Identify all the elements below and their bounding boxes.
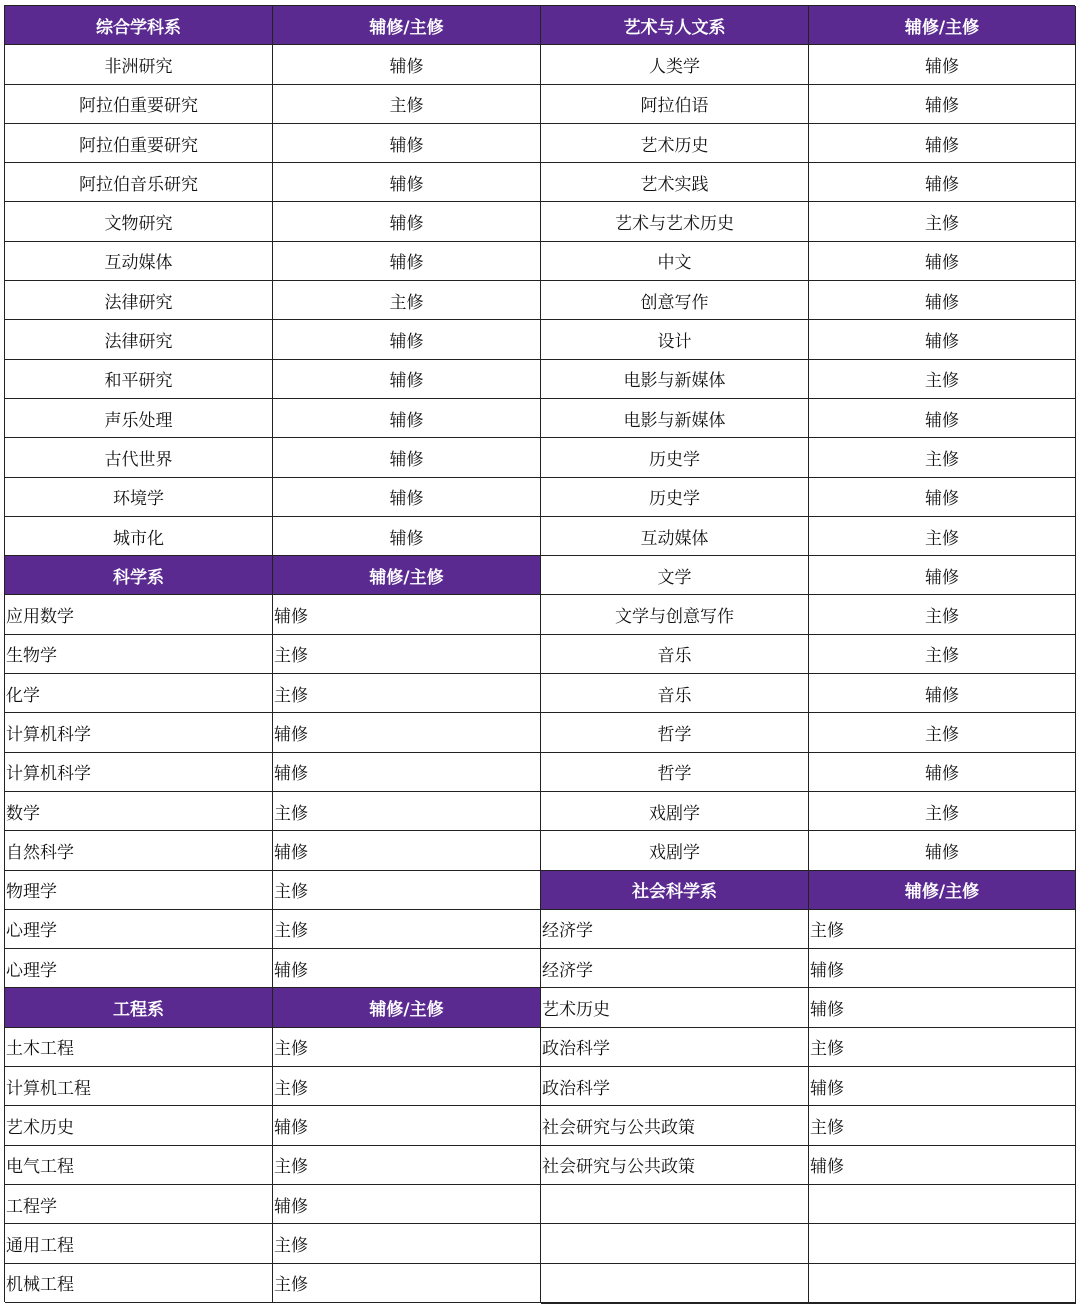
arts-subject-cell: 哲学	[541, 713, 809, 752]
science-subject-cell: 自然科学	[5, 831, 273, 870]
science-subject-cell: 物理学	[5, 871, 273, 910]
general-type-cell: 辅修	[273, 517, 541, 556]
arts-type-cell: 辅修	[809, 831, 1076, 870]
general-type-cell: 主修	[273, 85, 541, 124]
engineering-type-cell: 辅修	[273, 1185, 541, 1224]
science-subject-cell: 生物学	[5, 635, 273, 674]
general-type-cell: 辅修	[273, 242, 541, 281]
arts-subject-cell: 音乐	[541, 635, 809, 674]
arts-subject-cell: 中文	[541, 242, 809, 281]
engineering-type-cell: 主修	[273, 1146, 541, 1185]
engineering-subject-cell: 机械工程	[5, 1264, 273, 1303]
arts-subject-cell: 历史学	[541, 478, 809, 517]
engineering-type-cell: 主修	[273, 1028, 541, 1067]
arts-type-cell: 辅修	[809, 478, 1076, 517]
general-subject-cell: 阿拉伯重要研究	[5, 85, 273, 124]
arts-type-cell: 辅修	[809, 45, 1076, 84]
social-subject-cell	[541, 1185, 809, 1224]
arts-type-cell: 辅修	[809, 124, 1076, 163]
social-type-cell: 辅修	[809, 1067, 1076, 1106]
engineering-subject-cell: 土木工程	[5, 1028, 273, 1067]
social-header-department: 社会科学系	[541, 871, 809, 910]
social-type-cell	[809, 1264, 1076, 1303]
arts-type-cell: 辅修	[809, 281, 1076, 320]
general-subject-cell: 非洲研究	[5, 45, 273, 84]
arts-type-cell: 主修	[809, 517, 1076, 556]
general-type-cell: 辅修	[273, 478, 541, 517]
arts-subject-cell: 人类学	[541, 45, 809, 84]
arts-subject-cell: 音乐	[541, 674, 809, 713]
arts-subject-cell: 艺术历史	[541, 124, 809, 163]
science-subject-cell: 应用数学	[5, 595, 273, 634]
science-header-type: 辅修/主修	[273, 556, 541, 595]
general-type-cell: 辅修	[273, 163, 541, 202]
science-type-cell: 主修	[273, 871, 541, 910]
social-type-cell: 辅修	[809, 988, 1076, 1027]
general-subject-cell: 和平研究	[5, 360, 273, 399]
general-subject-cell: 阿拉伯重要研究	[5, 124, 273, 163]
social-subject-cell	[541, 1303, 809, 1304]
arts-subject-cell: 文学与创意写作	[541, 595, 809, 634]
general-type-cell: 辅修	[273, 124, 541, 163]
general-subject-cell: 文物研究	[5, 202, 273, 241]
science-type-cell: 主修	[273, 792, 541, 831]
social-subject-cell	[541, 1224, 809, 1263]
arts-header-department: 艺术与人文系	[541, 6, 809, 45]
engineering-header-type: 辅修/主修	[273, 988, 541, 1027]
engineering-subject-cell: 电气工程	[5, 1146, 273, 1185]
arts-type-cell: 辅修	[809, 753, 1076, 792]
arts-type-cell: 主修	[809, 360, 1076, 399]
general-subject-cell: 古代世界	[5, 438, 273, 477]
general-subject-cell: 环境学	[5, 478, 273, 517]
social-subject-cell: 社会研究与公共政策	[541, 1106, 809, 1145]
science-type-cell: 主修	[273, 674, 541, 713]
engineering-subject-cell: 艺术历史	[5, 1106, 273, 1145]
social-header-type: 辅修/主修	[809, 871, 1076, 910]
social-subject-cell: 经济学	[541, 949, 809, 988]
arts-subject-cell: 戏剧学	[541, 831, 809, 870]
general-subject-cell: 阿拉伯音乐研究	[5, 163, 273, 202]
general-type-cell: 辅修	[273, 438, 541, 477]
science-type-cell: 辅修	[273, 949, 541, 988]
general-type-cell: 辅修	[273, 202, 541, 241]
general-subject-cell: 法律研究	[5, 281, 273, 320]
general-subject-cell: 互动媒体	[5, 242, 273, 281]
general-subject-cell: 声乐处理	[5, 399, 273, 438]
science-subject-cell: 心理学	[5, 949, 273, 988]
general-header-type: 辅修/主修	[273, 6, 541, 45]
social-type-cell: 辅修	[809, 1146, 1076, 1185]
social-type-cell: 主修	[809, 1106, 1076, 1145]
science-header-department: 科学系	[5, 556, 273, 595]
arts-subject-cell: 电影与新媒体	[541, 399, 809, 438]
science-type-cell: 主修	[273, 910, 541, 949]
arts-type-cell: 辅修	[809, 399, 1076, 438]
arts-subject-cell: 哲学	[541, 753, 809, 792]
arts-type-cell: 主修	[809, 202, 1076, 241]
arts-subject-cell: 艺术实践	[541, 163, 809, 202]
general-subject-cell: 城市化	[5, 517, 273, 556]
arts-header-type: 辅修/主修	[809, 6, 1076, 45]
science-type-cell: 主修	[273, 635, 541, 674]
arts-subject-cell: 设计	[541, 320, 809, 359]
arts-subject-cell: 创意写作	[541, 281, 809, 320]
social-subject-cell: 政治科学	[541, 1067, 809, 1106]
science-subject-cell: 计算机科学	[5, 713, 273, 752]
social-type-cell	[809, 1224, 1076, 1263]
social-type-cell: 主修	[809, 1028, 1076, 1067]
arts-type-cell: 辅修	[809, 674, 1076, 713]
arts-subject-cell: 艺术与艺术历史	[541, 202, 809, 241]
engineering-type-cell: 主修	[273, 1264, 541, 1303]
science-type-cell: 辅修	[273, 713, 541, 752]
arts-subject-cell: 电影与新媒体	[541, 360, 809, 399]
engineering-type-cell: 辅修	[273, 1106, 541, 1145]
general-type-cell: 主修	[273, 281, 541, 320]
arts-subject-cell: 历史学	[541, 438, 809, 477]
science-subject-cell: 计算机科学	[5, 753, 273, 792]
science-type-cell: 辅修	[273, 831, 541, 870]
engineering-subject-cell: 工程学	[5, 1185, 273, 1224]
social-type-cell: 辅修	[809, 949, 1076, 988]
arts-type-cell: 辅修	[809, 85, 1076, 124]
engineering-header-department: 工程系	[5, 988, 273, 1027]
science-type-cell: 辅修	[273, 753, 541, 792]
arts-subject-cell: 互动媒体	[541, 517, 809, 556]
arts-type-cell: 辅修	[809, 242, 1076, 281]
social-subject-cell: 艺术历史	[541, 988, 809, 1027]
arts-type-cell: 辅修	[809, 556, 1076, 595]
engineering-subject-cell: 计算机工程	[5, 1067, 273, 1106]
general-type-cell: 辅修	[273, 45, 541, 84]
science-subject-cell: 数学	[5, 792, 273, 831]
science-subject-cell: 心理学	[5, 910, 273, 949]
arts-subject-cell: 戏剧学	[541, 792, 809, 831]
engineering-type-cell: 主修	[273, 1067, 541, 1106]
arts-type-cell: 主修	[809, 713, 1076, 752]
social-type-cell	[809, 1185, 1076, 1224]
general-header-department: 综合学科系	[5, 6, 273, 45]
arts-type-cell: 主修	[809, 792, 1076, 831]
social-type-cell: 主修	[809, 910, 1076, 949]
social-subject-cell	[541, 1264, 809, 1303]
engineering-type-cell: 主修	[273, 1224, 541, 1263]
social-type-cell	[809, 1303, 1076, 1304]
general-type-cell: 辅修	[273, 320, 541, 359]
social-subject-cell: 社会研究与公共政策	[541, 1146, 809, 1185]
general-subject-cell: 法律研究	[5, 320, 273, 359]
arts-type-cell: 主修	[809, 595, 1076, 634]
social-subject-cell: 政治科学	[541, 1028, 809, 1067]
science-subject-cell: 化学	[5, 674, 273, 713]
general-type-cell: 辅修	[273, 360, 541, 399]
engineering-subject-cell: 通用工程	[5, 1224, 273, 1263]
social-subject-cell: 经济学	[541, 910, 809, 949]
majors-minors-table	[4, 5, 1075, 1302]
arts-type-cell: 主修	[809, 635, 1076, 674]
arts-subject-cell: 文学	[541, 556, 809, 595]
general-type-cell: 辅修	[273, 399, 541, 438]
science-type-cell: 辅修	[273, 595, 541, 634]
arts-subject-cell: 阿拉伯语	[541, 85, 809, 124]
arts-type-cell: 辅修	[809, 163, 1076, 202]
arts-type-cell: 主修	[809, 438, 1076, 477]
arts-type-cell: 辅修	[809, 320, 1076, 359]
